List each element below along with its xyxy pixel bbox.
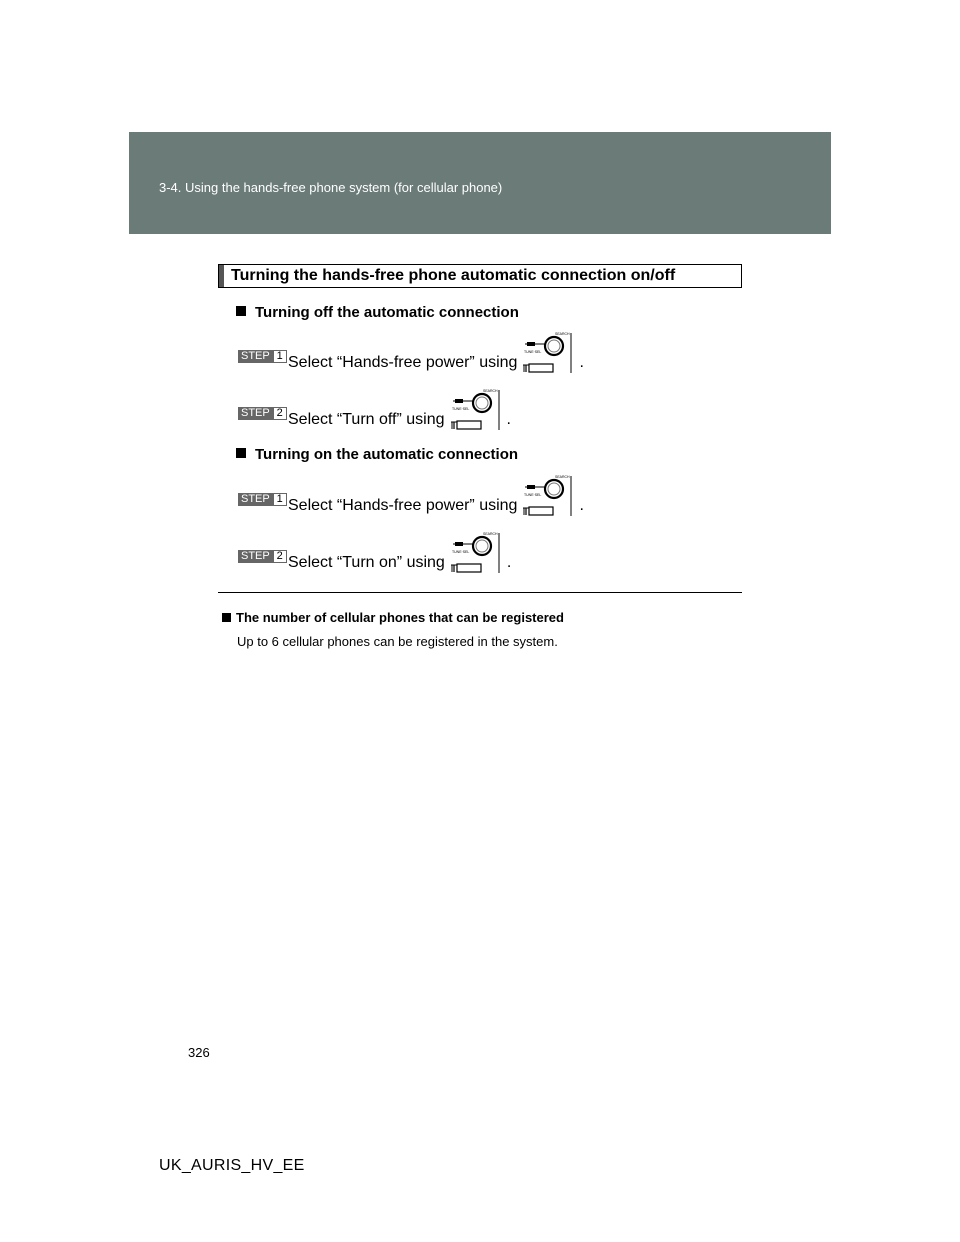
square-bullet-icon: [222, 613, 231, 622]
subheading-off: Turning off the automatic connection: [236, 304, 519, 321]
page-number: 326: [188, 1045, 210, 1060]
svg-text:TUNE·SEL: TUNE·SEL: [451, 550, 470, 554]
svg-text:SEARCH: SEARCH: [555, 475, 571, 479]
step-badge: STEP 2: [238, 550, 287, 563]
square-bullet-icon: [236, 448, 246, 458]
svg-text:TUNE·SEL: TUNE·SEL: [524, 350, 542, 354]
document-code: UK_AURIS_HV_EE: [159, 1157, 305, 1174]
step-badge: STEP 1: [238, 350, 287, 363]
section-title-box: [218, 264, 742, 288]
tune-sel-knob-icon: [449, 388, 501, 437]
tune-sel-knob-icon: [521, 474, 573, 523]
tune-sel-knob-icon: [521, 331, 573, 380]
svg-text:TUNE·SEL: TUNE·SEL: [524, 493, 542, 497]
svg-text:SEARCH: SEARCH: [482, 389, 498, 393]
step-text: Select “Hands-free power” using SEARCH TUNE·SEL .: [288, 345, 584, 380]
square-bullet-icon: [236, 306, 246, 316]
divider: [218, 592, 742, 593]
step-badge: STEP 2: [238, 407, 287, 420]
svg-text:SEARCH: SEARCH: [482, 532, 498, 536]
tune-sel-knob-icon: [449, 531, 501, 580]
step-text: Select “Turn off” using SEARCH TUNE·SEL .: [288, 402, 511, 437]
note-heading: The number of cellular phones that can be registered: [222, 610, 564, 625]
subheading-on: Turning on the automatic connection: [236, 446, 518, 463]
step-text: Select “Hands-free power” using SEARCH TUNE·SEL .: [288, 488, 584, 523]
step-badge: STEP 1: [238, 493, 287, 506]
header-section-title: 3-4. Using the hands-free phone system (for cellular phone): [159, 180, 503, 195]
svg-text:TUNE·SEL: TUNE·SEL: [451, 407, 469, 411]
note-body: Up to 6 cellular phones can be registered in the system.: [237, 634, 558, 649]
section-title: Turning the hands-free phone automatic connection on/off: [231, 267, 676, 284]
section-title-bar: [219, 265, 224, 287]
step-text: Select “Turn on” using SEARCH TUNE·SEL .: [288, 545, 511, 580]
svg-text:SEARCH: SEARCH: [555, 332, 571, 336]
